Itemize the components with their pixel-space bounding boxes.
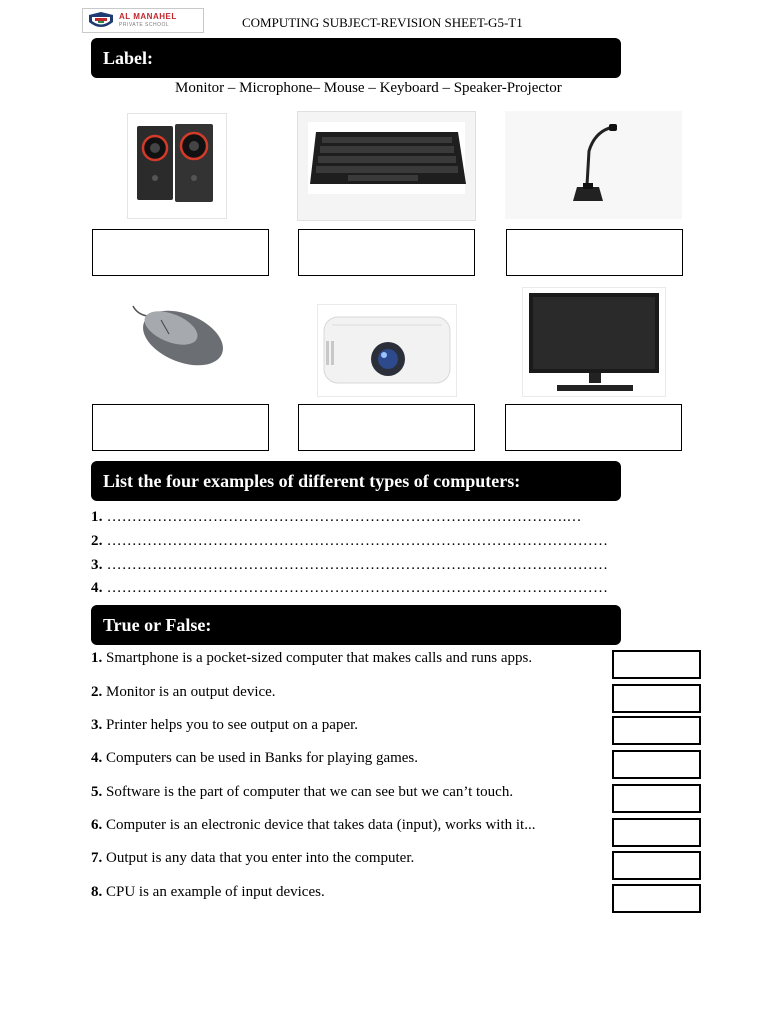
answer-line[interactable]: ……………………………………………………………………………….… xyxy=(106,509,582,525)
label-section-heading: Label: xyxy=(91,38,621,78)
tf-question xyxy=(91,684,276,701)
question-number: 2. xyxy=(91,684,103,700)
logo-subtitle: PRIVATE SCHOOL xyxy=(119,21,170,28)
question-text: Computers can be used in Banks for playing games. xyxy=(106,750,419,766)
question-number: 8. xyxy=(91,884,103,900)
school-logo xyxy=(82,8,204,33)
question-number: 4. xyxy=(91,750,103,766)
tf-question xyxy=(91,817,535,834)
tf-question xyxy=(91,750,418,767)
word-bank: Monitor – Microphone– Mouse – Keyboard – Speaker-Projector xyxy=(175,80,562,96)
school-crest-icon xyxy=(87,12,115,30)
microphone-image xyxy=(505,111,682,219)
tf-answer-box-4[interactable] xyxy=(612,750,701,779)
question-number: 3. xyxy=(91,717,103,733)
list-item-number: 1. xyxy=(91,509,103,525)
list-item xyxy=(91,557,608,574)
tf-answer-box-3[interactable] xyxy=(612,716,701,745)
label-answer-box-2[interactable] xyxy=(298,229,475,276)
speaker-icon xyxy=(128,114,226,218)
tf-answer-box-5[interactable] xyxy=(612,784,701,813)
list-item xyxy=(91,509,582,526)
question-number: 5. xyxy=(91,784,103,800)
tf-question xyxy=(91,850,414,867)
tf-question xyxy=(91,884,325,901)
projector-image xyxy=(317,304,457,397)
monitor-image xyxy=(522,287,666,397)
mouse-image xyxy=(91,286,268,394)
tf-question xyxy=(91,650,532,667)
page-title: COMPUTING SUBJECT-REVISION SHEET-G5-T1 xyxy=(242,15,523,30)
question-text: Computer is an electronic device that takes data (input), works with it... xyxy=(106,817,536,833)
keyboard-icon xyxy=(298,112,475,220)
keyboard-image xyxy=(297,111,476,221)
tf-question xyxy=(91,784,513,801)
tf-answer-box-2[interactable] xyxy=(612,684,701,713)
label-answer-box-5[interactable] xyxy=(298,404,475,451)
list-item-number: 2. xyxy=(91,533,103,549)
answer-line[interactable]: ……………………………………………………………………………………… xyxy=(106,580,609,596)
question-text: Output is any data that you enter into the computer. xyxy=(106,850,415,866)
label-answer-box-3[interactable] xyxy=(506,229,683,276)
list-item-number: 3. xyxy=(91,557,103,573)
list-section-heading: List the four examples of different types of computers: xyxy=(91,461,621,501)
label-answer-box-6[interactable] xyxy=(505,404,682,451)
mouse-icon xyxy=(91,286,268,394)
tf-answer-box-6[interactable] xyxy=(612,818,701,847)
list-item-number: 4. xyxy=(91,580,103,596)
list-item xyxy=(91,580,608,597)
label-answer-box-1[interactable] xyxy=(92,229,269,276)
question-text: Monitor is an output device. xyxy=(106,684,276,700)
tf-answer-box-8[interactable] xyxy=(612,884,701,913)
question-text: CPU is an example of input devices. xyxy=(106,884,325,900)
tf-answer-box-7[interactable] xyxy=(612,851,701,880)
question-number: 6. xyxy=(91,817,103,833)
answer-line[interactable]: ……………………………………………………………………………………… xyxy=(106,557,609,573)
logo-name: AL MANAHEL xyxy=(119,11,177,21)
tf-question xyxy=(91,717,358,734)
question-text: Printer helps you to see output on a paper. xyxy=(106,717,359,733)
question-text: Software is the part of computer that we can see but we can’t touch. xyxy=(106,784,514,800)
question-text: Smartphone is a pocket-sized computer that makes calls and runs apps. xyxy=(106,650,533,666)
true-false-section-heading: True or False: xyxy=(91,605,621,645)
tf-answer-box-1[interactable] xyxy=(612,650,701,679)
question-number: 7. xyxy=(91,850,103,866)
speaker-image xyxy=(127,113,227,219)
monitor-icon xyxy=(523,288,665,396)
projector-icon xyxy=(318,305,456,396)
list-item xyxy=(91,533,608,550)
answer-line[interactable]: ……………………………………………………………………………………… xyxy=(106,533,609,549)
question-number: 1. xyxy=(91,650,103,666)
microphone-icon xyxy=(505,111,682,219)
label-answer-box-4[interactable] xyxy=(92,404,269,451)
